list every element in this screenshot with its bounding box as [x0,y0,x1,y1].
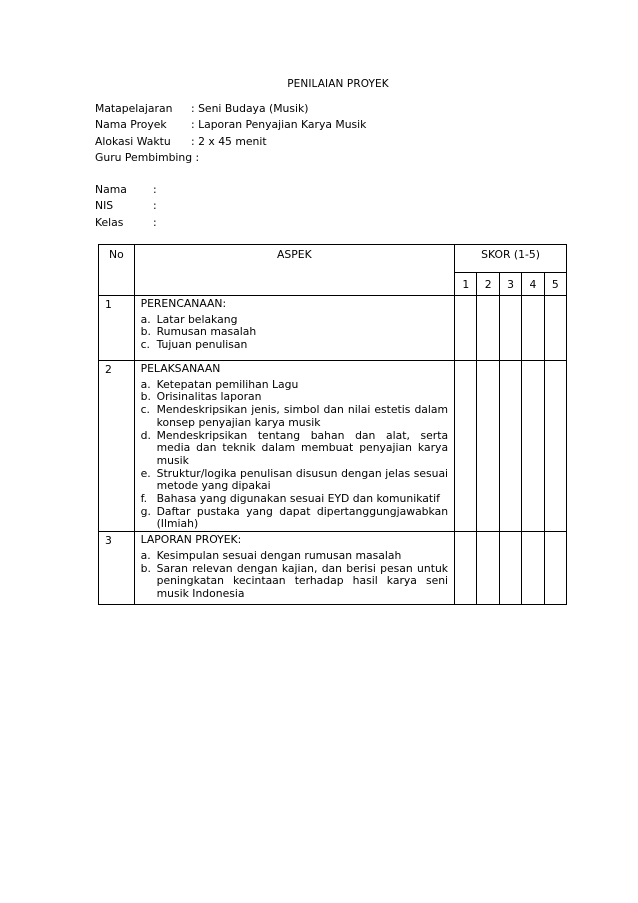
score-cell[interactable] [544,532,566,605]
section-title: PERENCANAAN: [140,297,227,310]
project-info [95,101,366,167]
info-row-supervisor [95,150,366,166]
item-text: Bahasa yang digunakan sesuai EYD dan komunikatif [156,492,440,506]
score-cell[interactable] [522,361,544,532]
score-header-1: 1 [455,273,477,296]
header-skor: SKOR (1-5) [455,245,567,273]
item-text: Daftar pustaka yang dapat dipertanggungjawabkan (Ilmiah) [156,504,449,531]
criteria-list [141,550,448,601]
item-marker: b. [140,390,151,404]
item-text: Kesimpulan sesuai dengan rumusan masalah [156,548,402,562]
info-label: Nama Proyek [95,118,167,132]
item-text: Rumusan masalah [156,325,257,339]
student-label: Kelas [95,215,124,229]
item-marker: d. [140,428,151,442]
score-cell[interactable] [477,532,499,605]
student-label: Nama [95,183,127,196]
criteria-list [141,314,448,352]
item-marker: e. [140,466,151,480]
table-header-row [99,245,567,273]
item-text: Orisinalitas laporan [156,390,262,404]
item-marker: c. [140,403,150,417]
info-row-project-name [95,117,366,133]
student-row-class [95,215,157,231]
row-number: 3 [99,532,135,605]
score-cell[interactable] [477,296,499,361]
item-marker: g. [140,504,151,518]
score-header-3: 3 [499,273,521,296]
section-title: PELAKSANAAN [140,362,221,375]
list-item [141,563,448,601]
score-cell[interactable] [522,296,544,361]
item-text: Latar belakang [156,312,238,326]
info-label: Guru Pembimbing : [95,151,200,165]
list-item [141,339,448,352]
list-item [141,404,448,429]
info-value: : Laporan Penyajian Karya Musik [191,118,367,132]
item-marker: c. [140,338,150,352]
table-row [99,532,567,605]
score-cell[interactable] [544,361,566,532]
item-text: Saran relevan dengan kajian, dan berisi pesan untuk peningkatan kecintaan terhadap hasil karya seni musik Indonesia [156,561,449,600]
list-item [141,506,448,531]
item-text: Mendeskripsikan tentang bahan dan alat, serta media dan teknik dalam membuat penyajian karya musik [156,428,449,467]
row-number: 1 [99,296,135,361]
student-value: : [153,183,157,196]
score-header-2: 2 [477,273,499,296]
score-cell[interactable] [499,361,521,532]
score-cell[interactable] [455,296,477,361]
item-marker: b. [140,561,151,575]
score-header-5: 5 [544,273,566,296]
item-marker: b. [140,325,151,339]
header-no: No [99,245,135,296]
table-row [99,296,567,361]
list-item [141,430,448,468]
aspek-cell [134,296,454,361]
item-text: Ketepatan pemilihan Lagu [156,377,299,391]
item-text: Tujuan penulisan [156,338,248,352]
item-marker: a. [140,377,151,391]
student-row-nis [95,198,157,214]
item-marker: f. [140,492,148,506]
aspek-cell [134,361,454,532]
info-value: : 2 x 45 menit [191,134,267,148]
item-text: Struktur/logika penulisan disusun dengan jelas sesuai metode yang dipakai [156,466,449,493]
info-value: : Seni Budaya (Musik) [191,102,309,115]
student-info [95,182,157,231]
item-marker: a. [140,312,151,326]
student-label: NIS [95,199,114,213]
score-cell[interactable] [455,532,477,605]
document-title: PENILAIAN PROYEK [287,78,389,90]
assessment-table [98,244,567,605]
criteria-list [141,379,448,531]
score-cell[interactable] [499,296,521,361]
score-cell[interactable] [499,532,521,605]
score-header-4: 4 [522,273,544,296]
score-cell[interactable] [477,361,499,532]
info-row-subject [95,101,366,117]
student-row-name [95,182,157,198]
info-row-time-allocation [95,134,366,150]
score-cell[interactable] [544,296,566,361]
student-value: : [153,199,157,213]
section-title: LAPORAN PROYEK: [140,533,242,547]
list-item [141,468,448,493]
info-label: Alokasi Waktu [95,134,171,148]
student-value: : [153,215,157,229]
header-aspek: ASPEK [134,245,454,296]
table-row [99,361,567,532]
score-cell[interactable] [522,532,544,605]
info-label: Matapelajaran [95,102,173,115]
row-number: 2 [99,361,135,532]
aspek-cell [134,532,454,605]
score-cell[interactable] [455,361,477,532]
item-marker: a. [140,548,151,562]
item-text: Mendeskripsikan jenis, simbol dan nilai estetis dalam konsep penyajian karya musik [156,403,449,429]
